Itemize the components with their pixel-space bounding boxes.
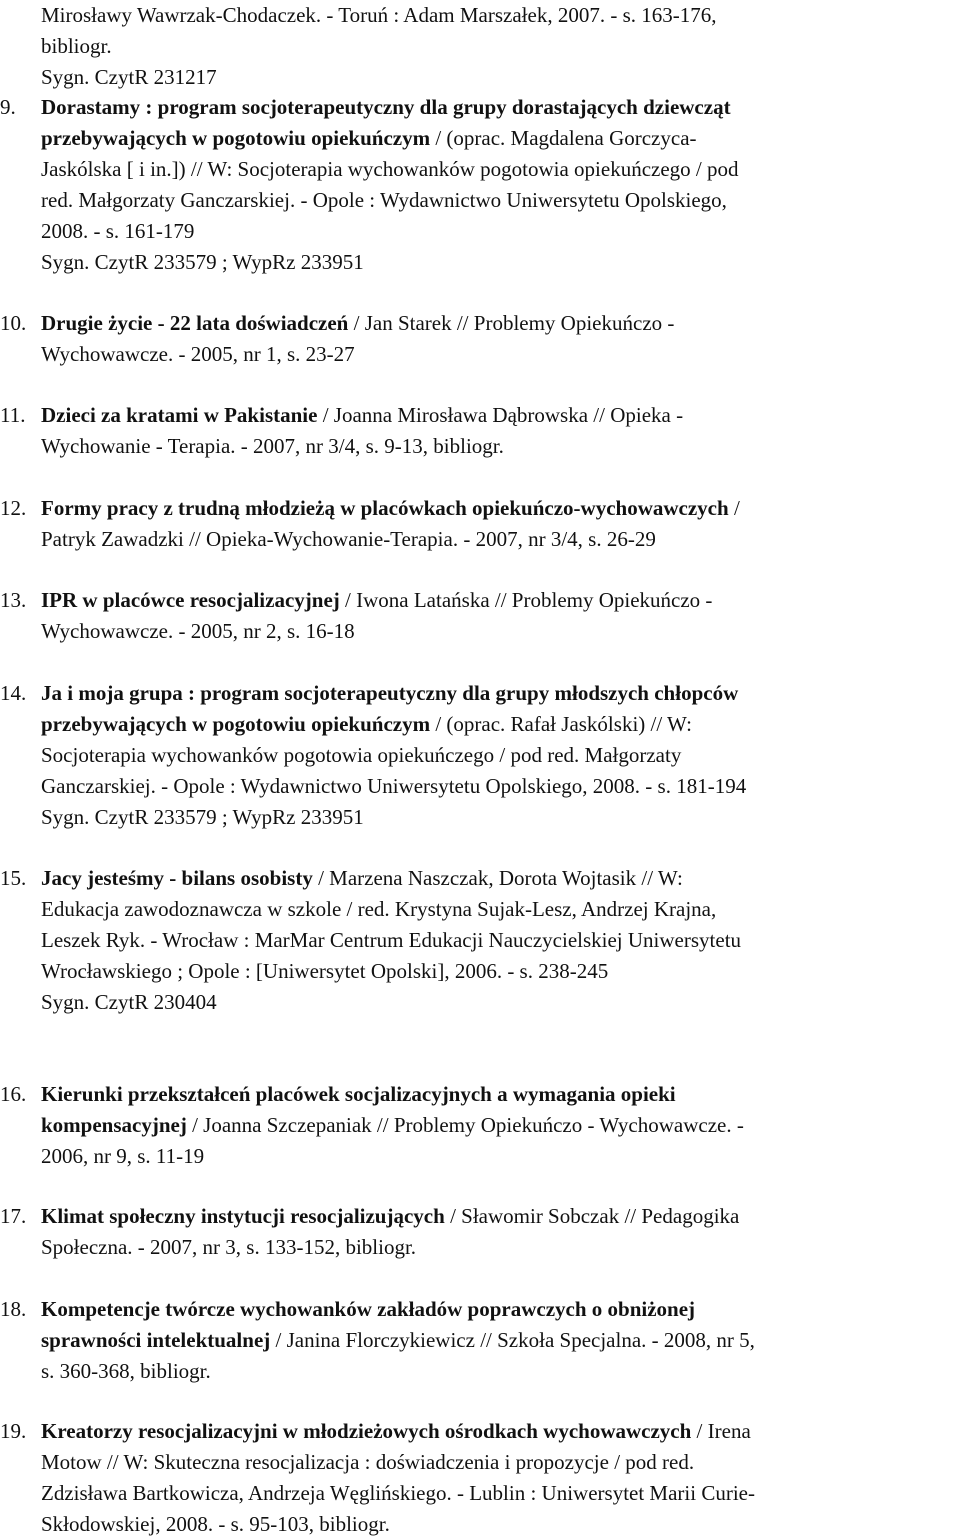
entry-line xyxy=(41,154,945,185)
entry-number: 13. xyxy=(0,588,27,612)
entry-text: Wychowawcze. - 2005, nr 2, s. 16-18 xyxy=(41,619,355,643)
entry-line xyxy=(41,92,945,123)
entry-line xyxy=(41,987,945,1018)
entry-line xyxy=(41,585,945,616)
entry-title-text: Kreatorzy resocjalizacyjni w młodzieżowych ośrodkach wychowawczych xyxy=(41,1419,692,1443)
entry-text: red. Małgorzaty Ganczarskiej. - Opole : Wydawnictwo Uniwersytetu Opolskiego, xyxy=(41,188,727,212)
entry-line xyxy=(41,31,945,62)
entry-text: Motow // W: Skuteczna resocjalizacja : doświadczenia i propozycje / pod red. xyxy=(41,1450,695,1474)
entry-body xyxy=(41,1416,945,1540)
entry-line xyxy=(41,863,945,894)
entry-line xyxy=(41,894,945,925)
entry-text: s. 360-368, bibliogr. xyxy=(41,1359,211,1383)
entry-line xyxy=(41,339,945,370)
entry-text: / Jan Starek // Problemy Opiekuńczo - xyxy=(348,311,675,335)
entry-text: Skłodowskiej, 2008. - s. 95-103, bibliogr. xyxy=(41,1512,390,1536)
entry-line xyxy=(41,1079,945,1110)
entry-text: Mirosławy Wawrzak-Chodaczek. - Toruń : Adam Marszałek, 2007. - s. 163-176, xyxy=(41,3,717,27)
entry-line xyxy=(41,709,945,740)
entry-line xyxy=(41,1509,945,1540)
entry-line xyxy=(41,1356,945,1387)
entry-text: Edukacja zawodoznawcza w szkole / red. Krystyna Sujak-Lesz, Andrzej Krajna, xyxy=(41,897,717,921)
entry-text: Patryk Zawadzki // Opieka-Wychowanie-Terapia. - 2007, nr 3/4, s. 26-29 xyxy=(41,527,656,551)
entry-line xyxy=(41,1294,945,1325)
entry-text: / Irena xyxy=(691,1419,751,1443)
entry-line xyxy=(41,678,945,709)
entry-line xyxy=(41,771,945,802)
entry-body xyxy=(41,493,945,555)
entry-body xyxy=(41,1294,945,1387)
entry-line xyxy=(41,216,945,247)
entry-text: Sygn. CzytR 230404 xyxy=(41,990,217,1014)
entry-line xyxy=(41,524,945,555)
entry-text: / Marzena Naszczak, Dorota Wojtasik // W: xyxy=(312,866,683,890)
entry-title-text: Kierunki przekształceń placówek socjalizacyjnych a wymagania opieki xyxy=(41,1082,676,1106)
entry-text: / xyxy=(728,496,740,520)
entry-body xyxy=(41,308,945,370)
entry-text: Sygn. CzytR 231217 xyxy=(41,65,217,89)
entry-title-text: Dorastamy : program socjoterapeutyczny dla grupy dorastających dziewcząt xyxy=(41,95,731,119)
entry-text: / (oprac. Magdalena Gorczyca- xyxy=(430,126,697,150)
entry-line xyxy=(41,308,945,339)
entry-title-text: Ja i moja grupa : program socjoterapeutyczny dla grupy młodszych chłopców xyxy=(41,681,739,705)
entry-text: / Joanna Szczepaniak // Problemy Opiekuńczo - Wychowawcze. - xyxy=(186,1113,744,1137)
entry-text: 2008. - s. 161-179 xyxy=(41,219,195,243)
entry-text: bibliogr. xyxy=(41,34,112,58)
entry-number: 17. xyxy=(0,1204,27,1228)
entry-line xyxy=(41,400,945,431)
entry-text: / Janina Florczykiewicz // Szkoła Specjalna. - 2008, nr 5, xyxy=(270,1328,755,1352)
entry-line xyxy=(41,62,945,93)
entry-body xyxy=(41,1079,945,1172)
entry-line xyxy=(41,431,945,462)
entry-text: / Iwona Latańska // Problemy Opiekuńczo - xyxy=(339,588,713,612)
entry-text: 2006, nr 9, s. 11-19 xyxy=(41,1144,205,1168)
entry-title-text: Dzieci za kratami w Pakistanie xyxy=(41,403,318,427)
entry-title-text: przebywających w pogotowiu opiekuńczym xyxy=(41,126,431,150)
entry-continuation xyxy=(41,0,945,93)
entry-title-text: Jacy jesteśmy - bilans osobisty xyxy=(41,866,313,890)
entry-text: Wychowawcze. - 2005, nr 1, s. 23-27 xyxy=(41,342,355,366)
entry-text: Wychowanie - Terapia. - 2007, nr 3/4, s. 9-13, bibliogr. xyxy=(41,434,504,458)
entry-number: 12. xyxy=(0,496,27,520)
entry-body xyxy=(41,92,945,278)
entry-line xyxy=(41,1110,945,1141)
entry-line xyxy=(41,1478,945,1509)
entry-line xyxy=(41,1447,945,1478)
entry-body xyxy=(41,400,945,462)
entry-text: Leszek Ryk. - Wrocław : MarMar Centrum Edukacji Nauczycielskiej Uniwersytetu xyxy=(41,928,742,952)
entry-text: Zdzisława Bartkowicza, Andrzeja Węglińskiego. - Lublin : Uniwersytet Marii Curie- xyxy=(41,1481,755,1505)
entry-text: Socjoterapia wychowanków pogotowia opiekuńczego / pod red. Małgorzaty xyxy=(41,743,682,767)
entry-text: / Joanna Mirosława Dąbrowska // Opieka - xyxy=(317,403,684,427)
entry-title-text: sprawności intelektualnej xyxy=(41,1328,271,1352)
entry-line xyxy=(41,1201,945,1232)
entry-text: / (oprac. Rafał Jaskólski) // W: xyxy=(430,712,692,736)
entry-text: Ganczarskiej. - Opole : Wydawnictwo Uniwersytetu Opolskiego, 2008. - s. 181-194 xyxy=(41,774,747,798)
entry-title-text: przebywających w pogotowiu opiekuńczym xyxy=(41,712,431,736)
entry-title-text: kompensacyjnej xyxy=(41,1113,187,1137)
entry-line xyxy=(41,0,945,31)
entry-number: 9. xyxy=(0,95,16,119)
entry-number: 10. xyxy=(0,311,27,335)
entry-text: Sygn. CzytR 233579 ; WypRz 233951 xyxy=(41,250,364,274)
entry-line xyxy=(41,1325,945,1356)
entry-title-text: IPR w placówce resocjalizacyjnej xyxy=(41,588,340,612)
entry-line xyxy=(41,493,945,524)
entry-line xyxy=(41,1416,945,1447)
entry-text: Sygn. CzytR 233579 ; WypRz 233951 xyxy=(41,805,364,829)
entry-line xyxy=(41,247,945,278)
entry-title-text: Drugie życie - 22 lata doświadczeń xyxy=(41,311,349,335)
entry-line xyxy=(41,956,945,987)
entry-text: Jaskólska [ i in.]) // W: Socjoterapia wychowanków pogotowia opiekuńczego / pod xyxy=(41,157,739,181)
entry-title-text: Kompetencje twórcze wychowanków zakładów poprawczych o obniżonej xyxy=(41,1297,696,1321)
entry-line xyxy=(41,123,945,154)
entry-line xyxy=(41,740,945,771)
entry-text: Wrocławskiego ; Opole : [Uniwersytet Opolski], 2006. - s. 238-245 xyxy=(41,959,609,983)
entry-number: 11. xyxy=(0,403,26,427)
entry-line xyxy=(41,185,945,216)
entry-number: 18. xyxy=(0,1297,27,1321)
entry-body xyxy=(41,1201,945,1263)
entry-line xyxy=(41,802,945,833)
entry-title-text: Formy pracy z trudną młodzieżą w placówkach opiekuńczo-wychowawczych xyxy=(41,496,729,520)
entry-line xyxy=(41,925,945,956)
entry-body xyxy=(41,585,945,647)
entry-line xyxy=(41,1232,945,1263)
entry-line xyxy=(41,1141,945,1172)
entry-number: 15. xyxy=(0,866,27,890)
entry-body xyxy=(41,678,945,833)
entry-number: 19. xyxy=(0,1419,27,1443)
entry-text: Społeczna. - 2007, nr 3, s. 133-152, bibliogr. xyxy=(41,1235,417,1259)
entry-title-text: Klimat społeczny instytucji resocjalizujących xyxy=(41,1204,445,1228)
entry-number: 14. xyxy=(0,681,27,705)
entry-body xyxy=(41,863,945,1018)
entry-number: 16. xyxy=(0,1082,27,1106)
entry-text: / Sławomir Sobczak // Pedagogika xyxy=(444,1204,740,1228)
entry-line xyxy=(41,616,945,647)
